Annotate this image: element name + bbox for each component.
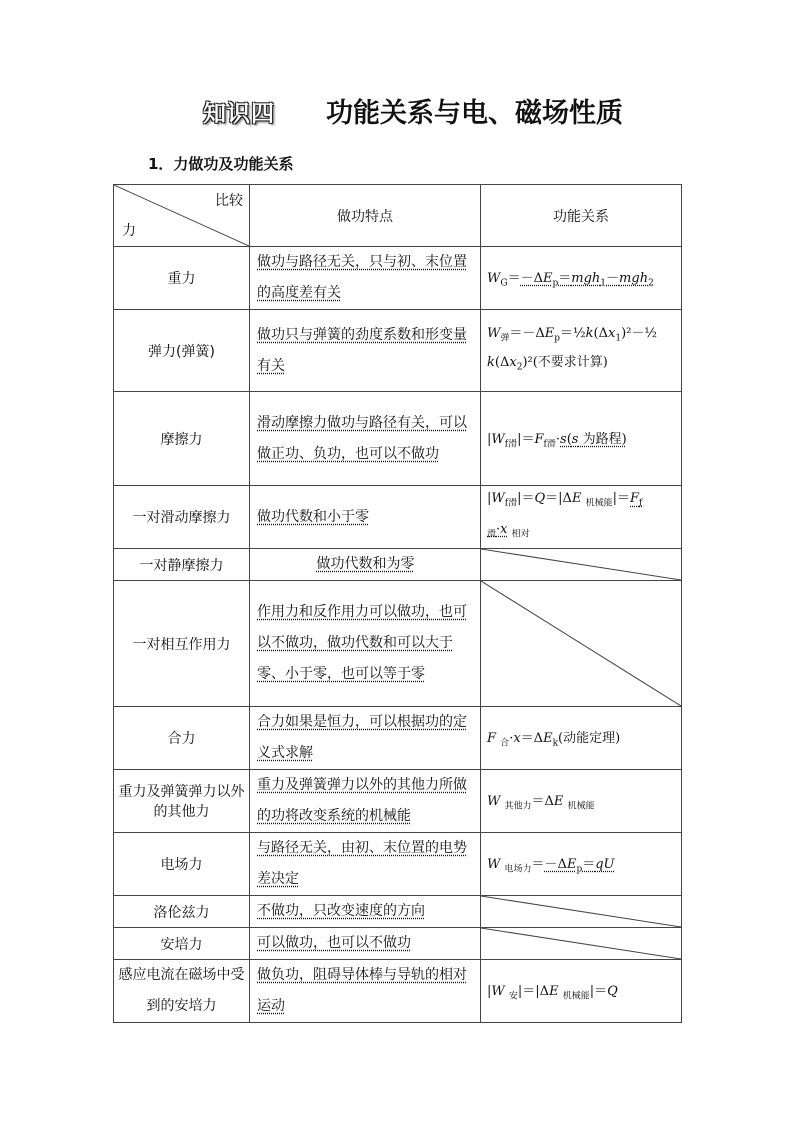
work-energy-table [113, 184, 682, 1023]
force-cell: 一对静摩擦力 [114, 549, 250, 581]
table-row [114, 486, 682, 549]
diagonal-line [481, 581, 681, 706]
feature-cell: 做功代数和小于零 [250, 486, 481, 549]
force-cell: 重力 [114, 247, 250, 310]
table-row [114, 833, 682, 896]
header-relation: 功能关系 [481, 185, 682, 247]
empty-relation-cell [481, 896, 682, 928]
table-row [114, 707, 682, 770]
table-row [114, 549, 682, 581]
relation-cell: $|W_{f滑}|=F_{f滑}\cdot s(s$ 为路程) [481, 392, 682, 486]
relation-cell: W $_{其他力}$＝ΔE $_{机械能}$ [481, 770, 682, 833]
feature-cell: 合力如果是恒力，可以根据功的定义式求解 [250, 707, 481, 770]
diagonal-line [481, 896, 681, 927]
empty-relation-cell [481, 549, 682, 581]
force-cell: 弹力(弹簧) [114, 310, 250, 392]
relation-cell: $W_G=-\Delta E_p=mgh_1-mgh_2$ [481, 247, 682, 310]
table-row [114, 247, 682, 310]
empty-relation-cell [481, 581, 682, 707]
force-cell: 电场力 [114, 833, 250, 896]
empty-relation-cell [481, 928, 682, 960]
section-badge: 知识四 [203, 101, 275, 127]
feature-cell: 做功与路径无关，只与初、末位置的高度差有关 [250, 247, 481, 310]
feature-cell: 与路径无关，由初、末位置的电势差决定 [250, 833, 481, 896]
force-cell: 洛伦兹力 [114, 896, 250, 928]
corner-bottom-label: 力 [122, 223, 136, 239]
corner-header-cell [114, 185, 250, 247]
force-cell: 摩擦力 [114, 392, 250, 486]
feature-cell: 做功代数和为零 [250, 549, 481, 581]
relation-cell: |W $_安$|＝|ΔE $_{机械能}$|＝Q [481, 960, 682, 1023]
section-heading: 1．力做功及功能关系 [148, 155, 294, 173]
table-row [114, 960, 682, 1023]
feature-cell: 做负功，阻碍导体棒与导轨的相对运动 [250, 960, 481, 1023]
table-row [114, 581, 682, 707]
force-cell: 安培力 [114, 928, 250, 960]
table-row [114, 392, 682, 486]
relation-cell: $|W_{f滑}|=Q=|\Delta E$ $_{机械能}|=F_f$ $_滑$·x $_{相对}$ [481, 486, 682, 549]
relation-cell: W $_{电场力}=-\Delta E_p=qU$ [481, 833, 682, 896]
table-row [114, 928, 682, 960]
diagonal-line [481, 928, 681, 959]
force-cell: 一对相互作用力 [114, 581, 250, 707]
feature-cell: 滑动摩擦力做功与路径有关，可以做正功、负功，也可以不做功 [250, 392, 481, 486]
feature-cell: 可以做功，也可以不做功 [250, 928, 481, 960]
table-row [114, 896, 682, 928]
feature-cell: 做功只与弹簧的劲度系数和形变量有关 [250, 310, 481, 392]
force-cell: 合力 [114, 707, 250, 770]
page-title: 功能关系与电、磁场性质 [326, 98, 623, 129]
header-feature: 做功特点 [250, 185, 481, 247]
table-row [114, 770, 682, 833]
force-cell: 感应电流在磁场中受到的安培力 [114, 960, 250, 1023]
force-cell: 重力及弹簧弹力以外的其他力 [114, 770, 250, 833]
relation-cell: F $_合\cdot x=\Delta E_k$(动能定理) [481, 707, 682, 770]
feature-cell: 重力及弹簧弹力以外的其他力所做的功将改变系统的机械能 [250, 770, 481, 833]
table-header-row [114, 185, 682, 247]
table-row [114, 310, 682, 392]
title-row [0, 96, 794, 136]
feature-cell: 作用力和反作用力可以做功，也可以不做功，做功代数和可以大于零、小于零，也可以等于零 [250, 581, 481, 707]
force-cell: 一对滑动摩擦力 [114, 486, 250, 549]
relation-cell: $W_弹=-\Delta E_p=\frac{1}{2}k(\Delta x_1)^2-\frac{1}{2}$ $k(\Delta x_2)^2$(不要求计算) [481, 310, 682, 392]
corner-top-label: 比较 [215, 193, 243, 209]
diagonal-line [481, 549, 681, 580]
feature-cell: 不做功，只改变速度的方向 [250, 896, 481, 928]
